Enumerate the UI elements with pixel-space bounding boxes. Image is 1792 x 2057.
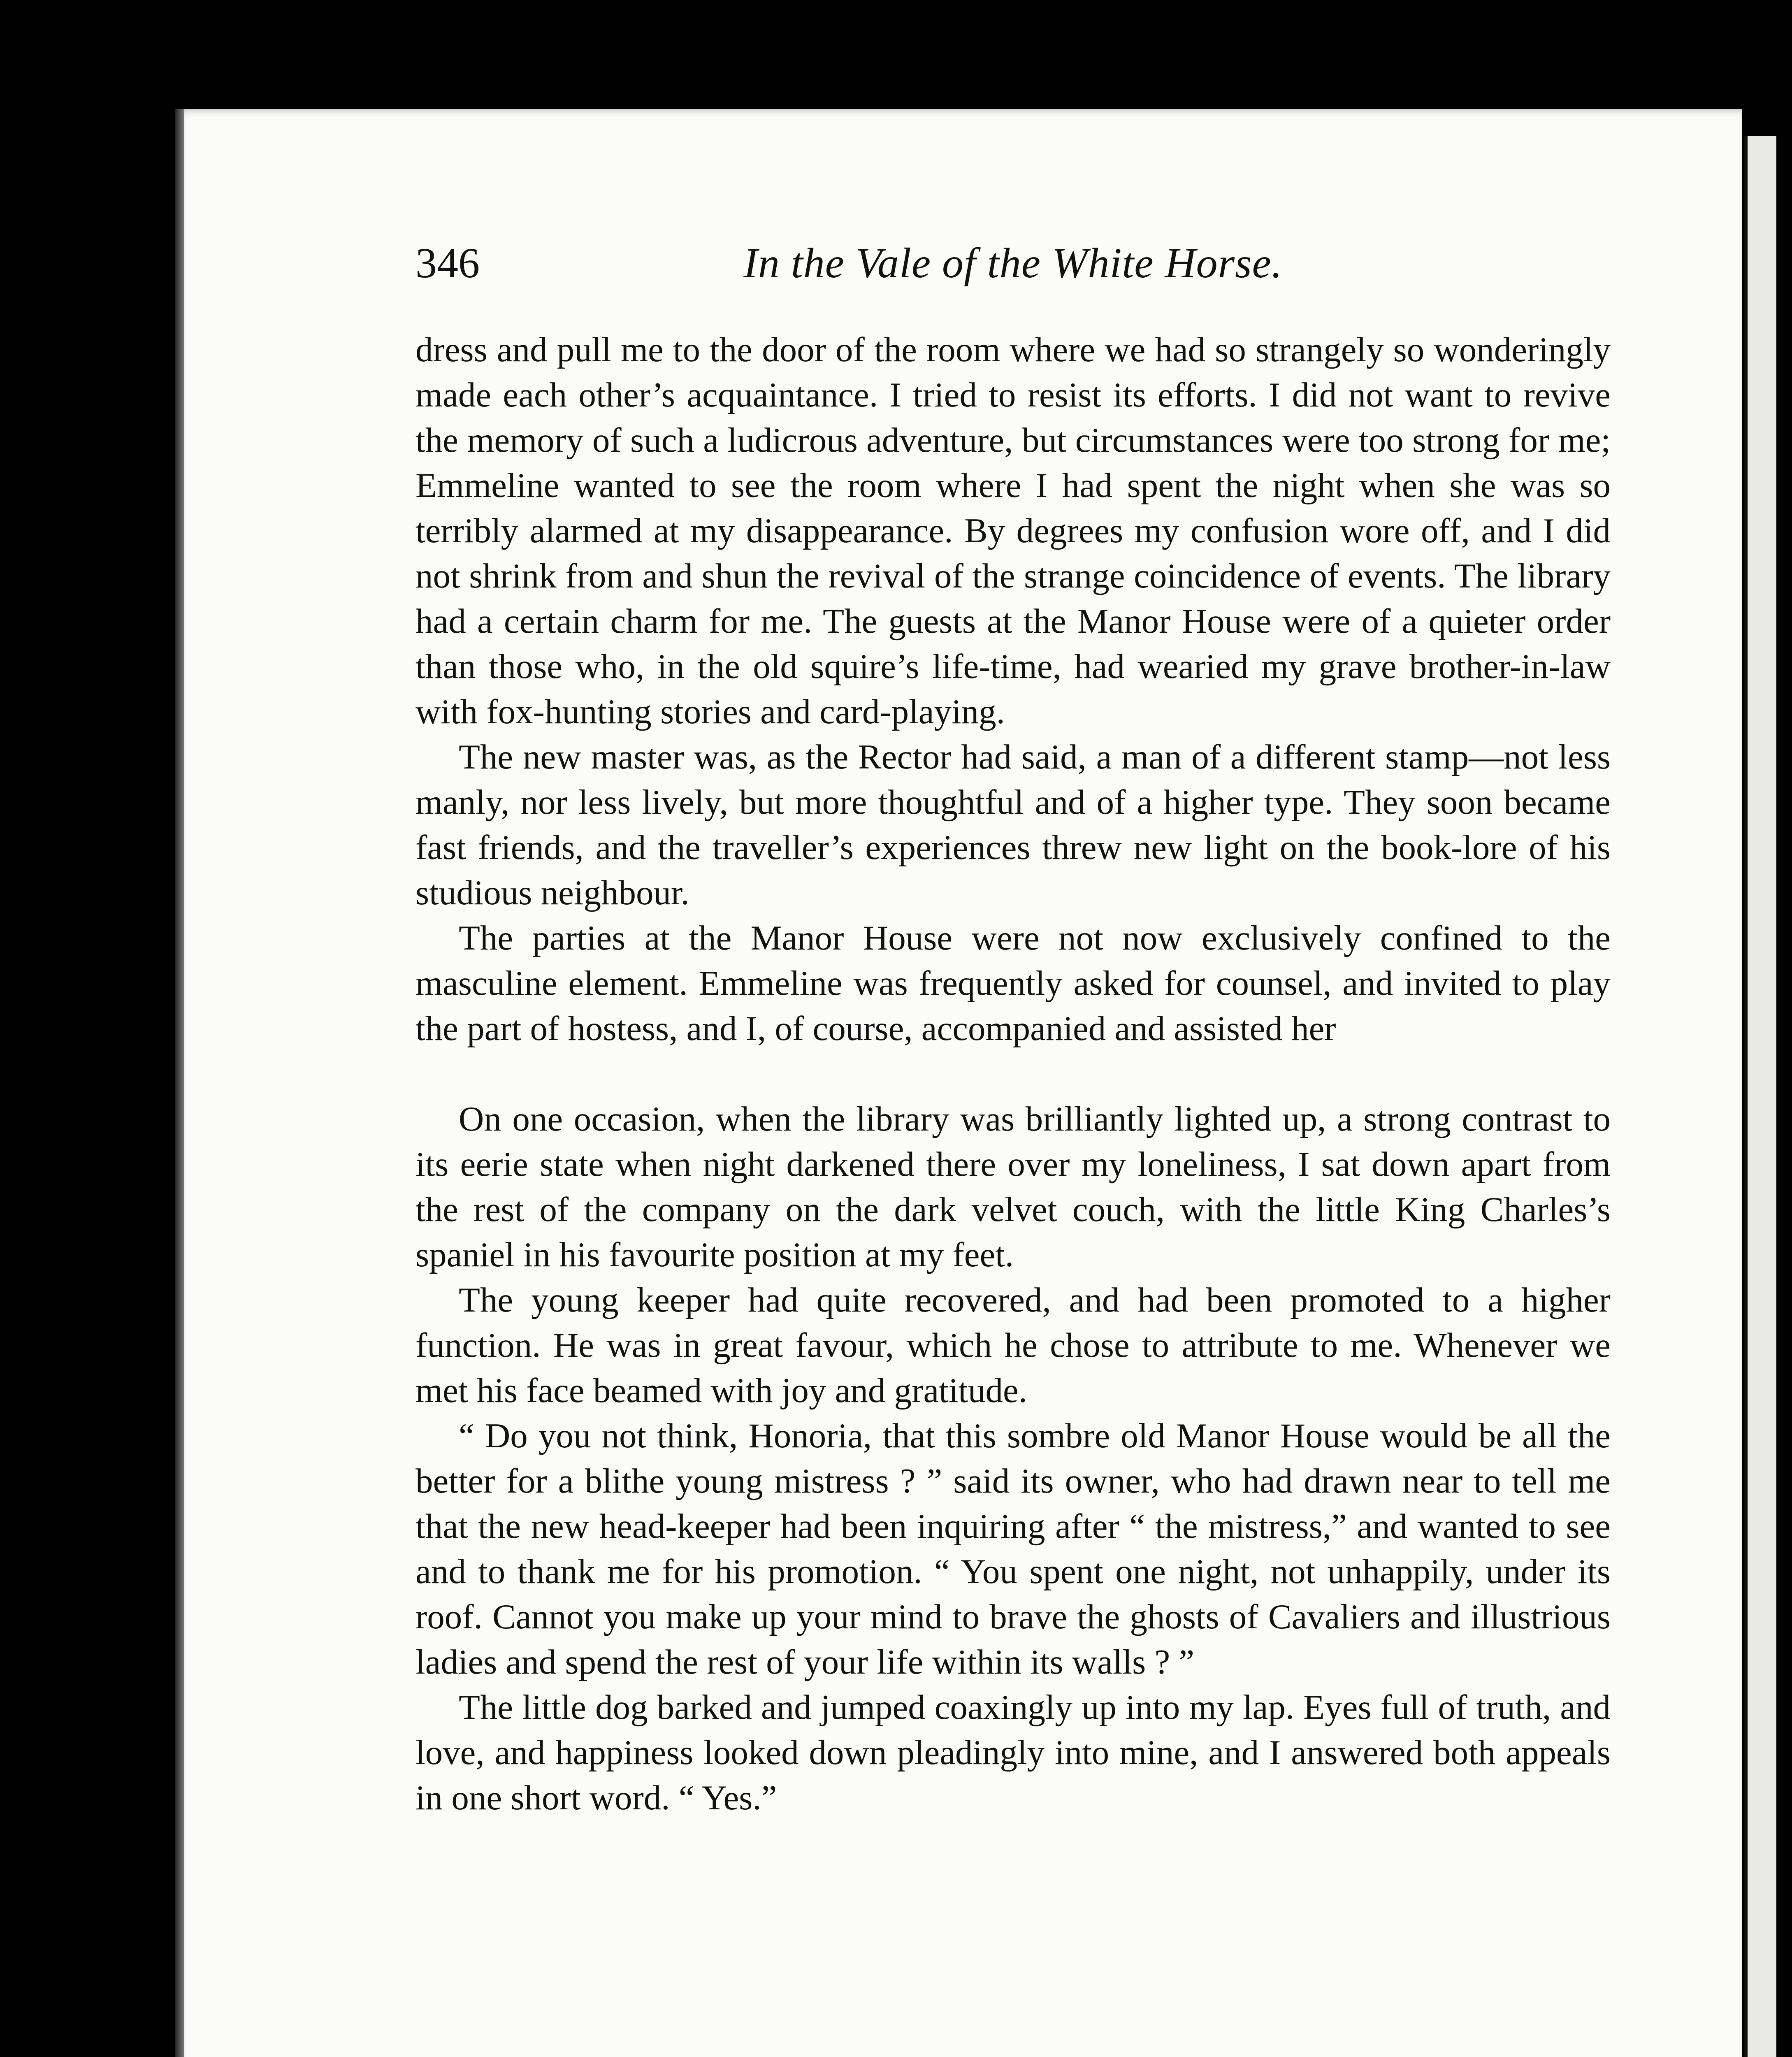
paragraph: “ Do you not think, Honoria, that this sombre old Manor House would be all the better for a blithe young mistress ? ” said its owner, who had drawn near to tell me that the new head-keeper had been inquiring after “ the mistress,” and wanted to see and to thank me for his promotion. “ You spent one night, not unhappily, under its roof. Cannot you make up your mind to brave the ghosts of Cavaliers and illustrious ladies and spend the rest of your life within its walls ? ” [416, 1416, 1611, 1681]
paragraph: The young keeper had quite recovered, and had been promoted to a higher function. He was in great favour, which he chose to attribute to me. Whenever we met his face beamed with joy and gratitude. [416, 1281, 1611, 1410]
paragraph: The parties at the Manor House were not now exclusively confined to the masculine element. Emmeline was frequently asked for counsel, and invited to play the part of hostess, and I, of course, accompanied and assisted her [416, 919, 1611, 1048]
paragraph: On one occasion, when the library was brilliantly lighted up, a strong contrast to its eerie state when night darkened there over my loneliness, I sat down apart from the rest of the company on the dark velvet couch, with the little King Charles’s spaniel in his favourite position at my feet. [416, 1100, 1611, 1274]
running-title: In the Vale of the White Horse. [743, 239, 1283, 287]
page-number: 346 [416, 239, 480, 287]
facing-page-edge [1744, 136, 1776, 2057]
paragraph-continued: dress and pull me to the door of the room where we had so strangely so wonderingly made each other’s acquaintance. I tried to resist its efforts. I did not want to revive the memory of such a ludicrous adventure, but circumstances were too strong for me; Emmeline wanted to see the room where I had spent the night when she was so terribly alarmed at my disappearance. By degrees my confusion wore off, and I did not shrink from and shun the revival of the strange coincidence of events. The library had a certain charm for me. The guests at the Manor House were of a quieter order than those who, in the old squire’s life-time, had wearied my grave brother-in-law with fox-hunting stories and card-playing. [416, 330, 1611, 731]
paragraph: The new master was, as the Rector had said, a man of a different stamp—not less manly, nor less lively, but more thoughtful and of a higher type. They soon became fast friends, and the traveller’s experiences threw new light on the book-lore of his studious neighbour. [416, 738, 1611, 912]
page-header [416, 239, 1611, 292]
page-gutter-shadow [175, 109, 184, 2057]
body-text [416, 327, 1611, 1820]
paragraph: The little dog barked and jumped coaxingly up into my lap. Eyes full of truth, and love, and happiness looked down pleadingly into mine, and I answered both appeals in one short word. “ Yes.” [416, 1688, 1611, 1817]
